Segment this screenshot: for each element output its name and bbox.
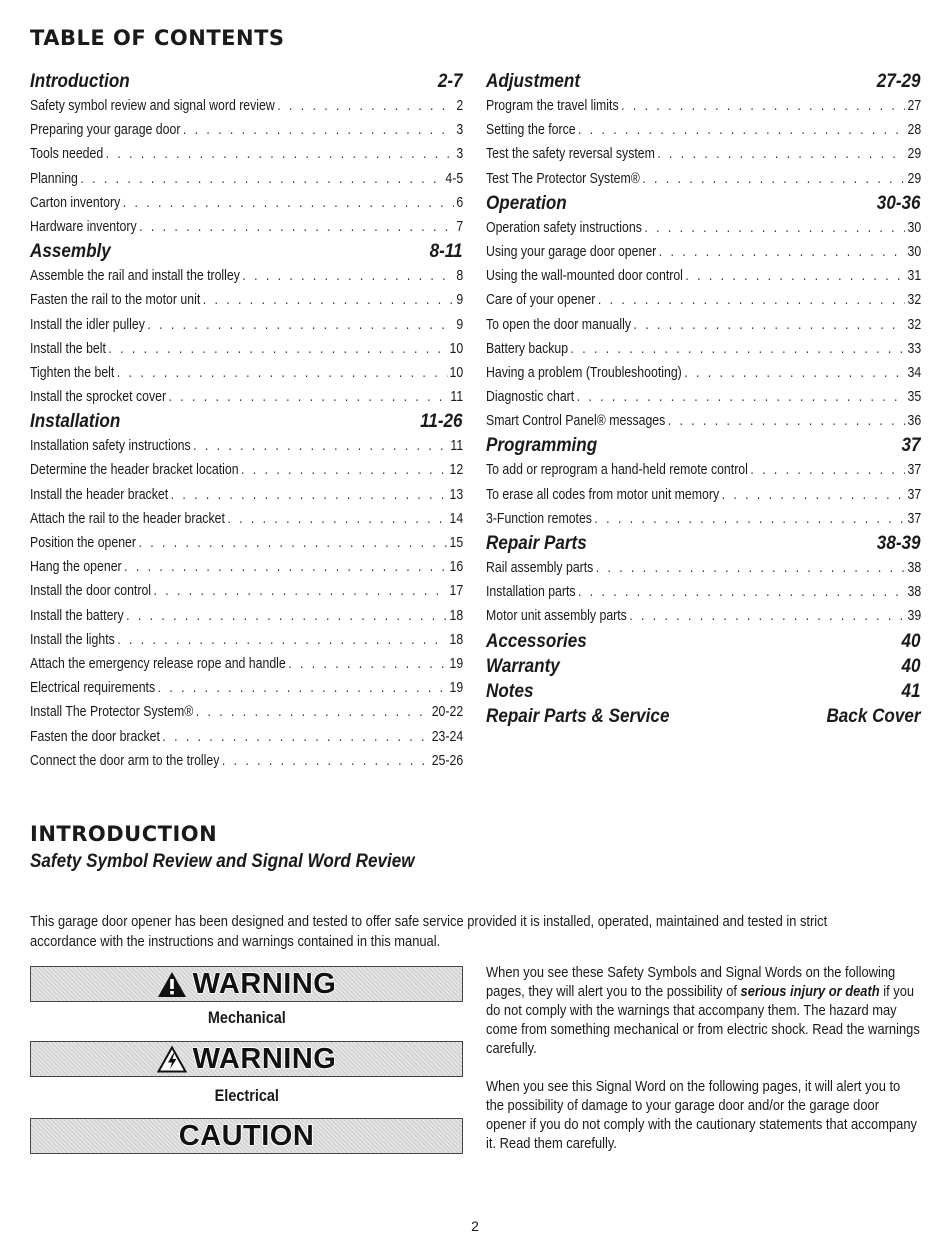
toc-entry <box>486 361 921 385</box>
toc-entry <box>30 725 463 749</box>
toc-section-pages: 8-11 <box>429 241 463 263</box>
toc-dot-leader <box>571 337 906 361</box>
toc-dot-leader <box>169 385 448 409</box>
toc-entry <box>30 531 463 555</box>
toc-section-heading <box>30 239 463 264</box>
toc-section-title: Introduction <box>30 71 130 92</box>
toc-entry-label: Test The Protector System® <box>486 169 640 187</box>
toc-entry <box>30 118 463 142</box>
toc-section-heading <box>30 409 463 434</box>
toc-section-pages: 38-39 <box>876 533 921 554</box>
toc-entry <box>30 579 463 603</box>
warning-label: WARNING <box>192 1042 337 1075</box>
toc-section <box>486 654 921 679</box>
toc-entry-page: 18 <box>449 606 464 624</box>
toc-entry-label: Carton inventory <box>30 193 121 211</box>
toc-entry <box>30 652 463 676</box>
toc-entry <box>30 700 463 724</box>
toc-section-heading <box>486 433 921 458</box>
toc-entry-page: 38 <box>907 583 922 601</box>
electrical-caption-text: Electrical <box>214 1086 279 1105</box>
toc-entry <box>30 483 463 507</box>
toc-entry-page: 4-5 <box>445 169 464 187</box>
toc-dot-leader <box>117 628 447 652</box>
toc-entry <box>486 458 921 482</box>
toc-entry-page: 37 <box>907 461 922 479</box>
toc-entry-page: 33 <box>907 339 922 357</box>
toc-entry-label: Planning <box>30 169 78 187</box>
toc-entry-label: Installation parts <box>486 583 576 601</box>
toc-section <box>486 433 921 531</box>
warning-explanation-text-a: When you see these Safety Symbols and Signal Words on the following pages, they will alert you to the possibility of <box>486 964 896 1000</box>
toc-entry-label: Smart Control Panel® messages <box>486 412 666 430</box>
toc-section <box>486 69 921 191</box>
toc-dot-leader <box>596 556 905 580</box>
toc-dot-leader <box>108 337 447 361</box>
toc-entry-page: 14 <box>449 509 464 527</box>
introduction-subheading: Safety Symbol Review and Signal Word Review <box>30 851 415 872</box>
toc-entry <box>486 507 921 531</box>
toc-entry <box>486 216 921 240</box>
toc-section <box>486 531 921 629</box>
toc-dot-leader <box>722 483 905 507</box>
toc-dot-leader <box>106 142 454 166</box>
toc-entry-page: 30 <box>907 218 922 236</box>
toc-entry-page: 29 <box>907 169 922 187</box>
toc-section-title: Assembly <box>30 241 111 263</box>
toc-entry-label: Connect the door arm to the trolley <box>30 751 220 769</box>
toc-entry-page: 39 <box>907 607 922 625</box>
toc-section <box>30 69 463 239</box>
toc-entry <box>486 142 921 166</box>
toc-entry <box>486 409 921 433</box>
toc-entry-page: 13 <box>449 485 464 503</box>
toc-section-pages: Back Cover <box>826 705 921 727</box>
toc-section-heading <box>486 654 921 679</box>
toc-entry <box>486 337 921 361</box>
toc-section-title: Accessories <box>486 630 587 652</box>
toc-entry-label: Rail assembly parts <box>486 559 594 576</box>
toc-dot-leader <box>578 580 905 604</box>
toc-dot-leader <box>139 215 454 239</box>
toc-entry-page: 8 <box>456 267 464 285</box>
toc-entry-page: 23-24 <box>431 727 464 745</box>
toc-entry <box>30 458 463 482</box>
toc-dot-leader <box>227 507 447 531</box>
toc-entry-label: Using the wall-mounted door control <box>486 267 683 285</box>
toc-entry-label: Operation safety instructions <box>486 218 642 236</box>
toc-dot-leader <box>621 94 905 118</box>
toc-dot-leader <box>171 483 447 507</box>
toc-section-title: Adjustment <box>486 71 581 92</box>
toc-section-pages: 40 <box>901 630 921 652</box>
toc-section-title: Repair Parts & Service <box>486 705 670 727</box>
toc-entry-page: 16 <box>449 558 464 576</box>
toc-entry-page: 10 <box>449 363 464 381</box>
toc-entry <box>486 483 921 507</box>
toc-dot-leader <box>153 579 447 603</box>
toc-entry <box>30 604 463 628</box>
toc-section-title: Warranty <box>486 655 560 677</box>
toc-entry-page: 20-22 <box>431 703 464 721</box>
toc-entry <box>486 264 921 288</box>
toc-entry <box>486 313 921 337</box>
toc-dot-leader <box>158 676 447 700</box>
toc-section-pages: 27-29 <box>876 71 921 92</box>
toc-entry-page: 35 <box>907 388 922 406</box>
toc-dot-leader <box>288 652 447 676</box>
toc-entry-label: Attach the rail to the header bracket <box>30 509 225 527</box>
toc-section-title: Operation <box>486 192 567 214</box>
toc-dot-leader <box>241 458 447 482</box>
toc-dot-leader <box>126 604 447 628</box>
toc-entry <box>30 361 463 385</box>
warning-triangle-icon <box>157 971 187 998</box>
toc-entry-label: Install the sprocket cover <box>30 388 167 406</box>
toc-entry-page: 27 <box>907 97 922 114</box>
introduction-paragraph: This garage door opener has been designed and tested to offer safe service provided it is installed, operated, maintained and tested in strict accordance with the instructions and warnings contained in this manual. <box>30 913 828 950</box>
toc-entry-label: Position the opener <box>30 534 136 551</box>
toc-entry <box>486 288 921 312</box>
toc-entry <box>30 385 463 409</box>
toc-entry-page: 6 <box>456 193 464 211</box>
warning-label: WARNING <box>192 967 337 1000</box>
toc-entry <box>486 604 921 628</box>
toc-entry-label: Install The Protector System® <box>30 703 194 721</box>
toc-dot-leader <box>196 700 429 724</box>
toc-entry-page: 17 <box>449 582 464 600</box>
caution-label: CAUTION <box>178 1119 315 1152</box>
toc-entry-label: Assemble the rail and install the trolley <box>30 267 240 285</box>
toc-dot-leader <box>222 749 429 773</box>
toc-dot-leader <box>642 167 905 191</box>
toc-entry-label: Hardware inventory <box>30 217 137 235</box>
toc-entry-label: Electrical requirements <box>30 679 156 697</box>
toc-section-pages: 2-7 <box>437 71 463 92</box>
toc-entry <box>486 385 921 409</box>
toc-section-heading <box>486 531 921 556</box>
caution-banner <box>30 1118 463 1154</box>
toc-entry <box>486 580 921 604</box>
toc-dot-leader <box>629 604 905 628</box>
toc-entry-label: Test the safety reversal system <box>486 145 655 163</box>
toc-entry-page: 31 <box>907 267 922 285</box>
toc-section <box>30 239 463 409</box>
toc-section-heading <box>486 629 921 654</box>
toc-dot-leader <box>633 313 905 337</box>
toc-entry <box>30 94 463 118</box>
introduction-heading: INTRODUCTION <box>30 822 218 846</box>
toc-dot-leader <box>162 725 429 749</box>
toc-entry <box>30 507 463 531</box>
toc-entry-page: 3 <box>456 121 464 139</box>
mechanical-caption <box>30 1008 463 1028</box>
toc-entry <box>30 434 463 458</box>
toc-entry-page: 28 <box>907 121 922 139</box>
toc-section-heading <box>486 704 921 729</box>
toc-dot-leader <box>123 191 454 215</box>
toc-dot-leader <box>578 118 905 142</box>
toc-section-pages: 11-26 <box>420 411 463 433</box>
toc-dot-leader <box>657 142 905 166</box>
toc-dot-leader <box>147 313 454 337</box>
toc-entry-label: Install the belt <box>30 339 106 357</box>
toc-dot-leader <box>594 507 905 531</box>
toc-section-pages: 40 <box>901 655 921 677</box>
toc-dot-leader <box>598 288 905 312</box>
toc-dot-leader <box>193 434 448 458</box>
toc-entry-page: 10 <box>449 339 464 357</box>
warning-explanation-text-b: if you do not comply with the warnings that accompany them. The hazard may come from something mechanical or from electric shock. Read the warnings carefully. <box>486 983 920 1057</box>
toc-entry <box>486 240 921 264</box>
warning-explanation-emphasis: serious injury or death <box>740 983 880 1000</box>
toc-entry-label: Install the idler pulley <box>30 315 145 333</box>
toc-entry-page: 29 <box>907 145 922 163</box>
toc-entry-label: Fasten the rail to the motor unit <box>30 291 201 309</box>
toc-entry-page: 36 <box>907 412 922 430</box>
toc-section-pages: 41 <box>901 680 921 702</box>
toc-dot-leader <box>138 531 447 555</box>
toc-entry-page: 7 <box>456 217 464 235</box>
toc-section-pages: 30-36 <box>876 192 921 214</box>
caution-explanation: When you see this Signal Word on the following pages, it will alert you to the possibility of damage to your garage door and/or the garage door opener if you do not comply with the cautionary statements that accompany it. Read them carefully. <box>486 1078 917 1152</box>
toc-dot-leader <box>203 288 454 312</box>
toc-entry-page: 2 <box>456 97 464 114</box>
toc-entry-label: Install the door control <box>30 582 152 600</box>
toc-entry <box>486 94 921 118</box>
toc-entry <box>486 118 921 142</box>
toc-entry-page: 9 <box>456 315 464 333</box>
toc-entry-label: Program the travel limits <box>486 97 619 114</box>
toc-dot-leader <box>183 118 454 142</box>
toc-dot-leader <box>80 167 443 191</box>
toc-entry <box>30 191 463 215</box>
toc-entry-page: 11 <box>450 437 464 455</box>
toc-entry-label: Battery backup <box>486 339 569 357</box>
toc-entry-page: 19 <box>449 654 464 672</box>
toc-section-pages: 37 <box>901 435 921 457</box>
toc-entry-label: 3-Function remotes <box>486 509 592 527</box>
toc-entry-label: Having a problem (Troubleshooting) <box>486 363 682 381</box>
warning-banner-mechanical <box>30 966 463 1002</box>
toc-entry <box>486 167 921 191</box>
electric-shock-triangle-icon <box>157 1046 187 1073</box>
toc-entry-label: Safety symbol review and signal word review <box>30 97 275 114</box>
toc-entry <box>30 628 463 652</box>
toc-entry-label: Attach the emergency release rope and handle <box>30 654 286 672</box>
toc-dot-leader <box>668 409 905 433</box>
toc-entry-page: 12 <box>449 461 464 479</box>
toc-entry-page: 34 <box>907 363 922 381</box>
toc-entry-label: To add or reprogram a hand-held remote control <box>486 461 748 479</box>
toc-entry <box>486 556 921 580</box>
toc-section <box>486 191 921 434</box>
toc-dot-leader <box>684 361 905 385</box>
toc-entry-page: 25-26 <box>431 751 464 769</box>
toc-entry-label: Installation safety instructions <box>30 437 191 455</box>
toc-entry-label: Install the lights <box>30 630 115 648</box>
toc-entry-label: Diagnostic chart <box>486 388 575 406</box>
toc-entry <box>30 337 463 361</box>
toc-entry-label: Preparing your garage door <box>30 121 181 139</box>
toc-entry-label: To erase all codes from motor unit memory <box>486 485 720 503</box>
toc-entry-page: 3 <box>456 145 464 163</box>
toc-entry <box>30 749 463 773</box>
toc-entry-label: Fasten the door bracket <box>30 727 160 745</box>
toc-section-heading <box>486 191 921 216</box>
toc-dot-leader <box>644 216 905 240</box>
toc-entry-page: 9 <box>456 291 464 309</box>
toc-entry <box>30 313 463 337</box>
toc-entry-label: Using your garage door opener <box>486 242 657 260</box>
toc-entry <box>30 167 463 191</box>
toc-section-title: Repair Parts <box>486 533 587 554</box>
toc-entry <box>30 264 463 288</box>
toc-section-heading <box>486 679 921 704</box>
toc-dot-leader <box>659 240 905 264</box>
toc-entry-page: 15 <box>449 534 464 551</box>
toc-entry-label: Setting the force <box>486 121 576 139</box>
toc-section-heading <box>30 69 463 94</box>
toc-entry-label: Determine the header bracket location <box>30 461 239 479</box>
toc-section <box>486 704 921 729</box>
electrical-caption <box>30 1086 463 1106</box>
toc-entry-page: 19 <box>449 679 464 697</box>
warning-banner-electrical <box>30 1041 463 1077</box>
toc-section-title: Notes <box>486 680 534 702</box>
toc-section-title: Installation <box>30 411 121 433</box>
toc-dot-leader <box>277 94 454 118</box>
page-number: 2 <box>471 1218 479 1234</box>
toc-entry-label: Install the battery <box>30 606 124 624</box>
toc-dot-leader <box>242 264 454 288</box>
toc-entry-page: 32 <box>907 315 922 333</box>
toc-section <box>30 409 463 773</box>
toc-entry-page: 11 <box>450 388 464 406</box>
toc-left-column <box>30 69 463 773</box>
mechanical-caption-text: Mechanical <box>207 1008 286 1027</box>
toc-title: TABLE OF CONTENTS <box>30 26 285 50</box>
toc-entry-label: To open the door manually <box>486 315 631 333</box>
toc-entry-page: 37 <box>907 509 922 527</box>
toc-entry-label: Tighten the belt <box>30 363 115 381</box>
toc-entry-label: Hang the opener <box>30 558 122 576</box>
toc-entry-label: Tools needed <box>30 145 104 163</box>
toc-dot-leader <box>124 555 447 579</box>
toc-entry <box>30 288 463 312</box>
toc-dot-leader <box>577 385 905 409</box>
toc-section <box>486 629 921 654</box>
toc-entry-page: 37 <box>907 485 922 503</box>
toc-dot-leader <box>750 458 905 482</box>
toc-entry <box>30 676 463 700</box>
toc-dot-leader <box>685 264 905 288</box>
warning-explanation <box>486 963 920 1058</box>
toc-entry-page: 32 <box>907 291 922 309</box>
toc-section <box>486 679 921 704</box>
toc-entry-page: 30 <box>907 242 922 260</box>
toc-entry <box>30 555 463 579</box>
toc-entry <box>30 215 463 239</box>
toc-entry-page: 38 <box>907 559 922 576</box>
toc-entry-label: Motor unit assembly parts <box>486 607 627 625</box>
toc-dot-leader <box>117 361 447 385</box>
toc-section-title: Programming <box>486 435 598 457</box>
toc-right-column <box>486 69 921 729</box>
toc-entry <box>30 142 463 166</box>
toc-entry-page: 18 <box>449 630 464 648</box>
toc-entry-label: Install the header bracket <box>30 485 169 503</box>
toc-section-heading <box>486 69 921 94</box>
toc-entry-label: Care of your opener <box>486 291 596 309</box>
